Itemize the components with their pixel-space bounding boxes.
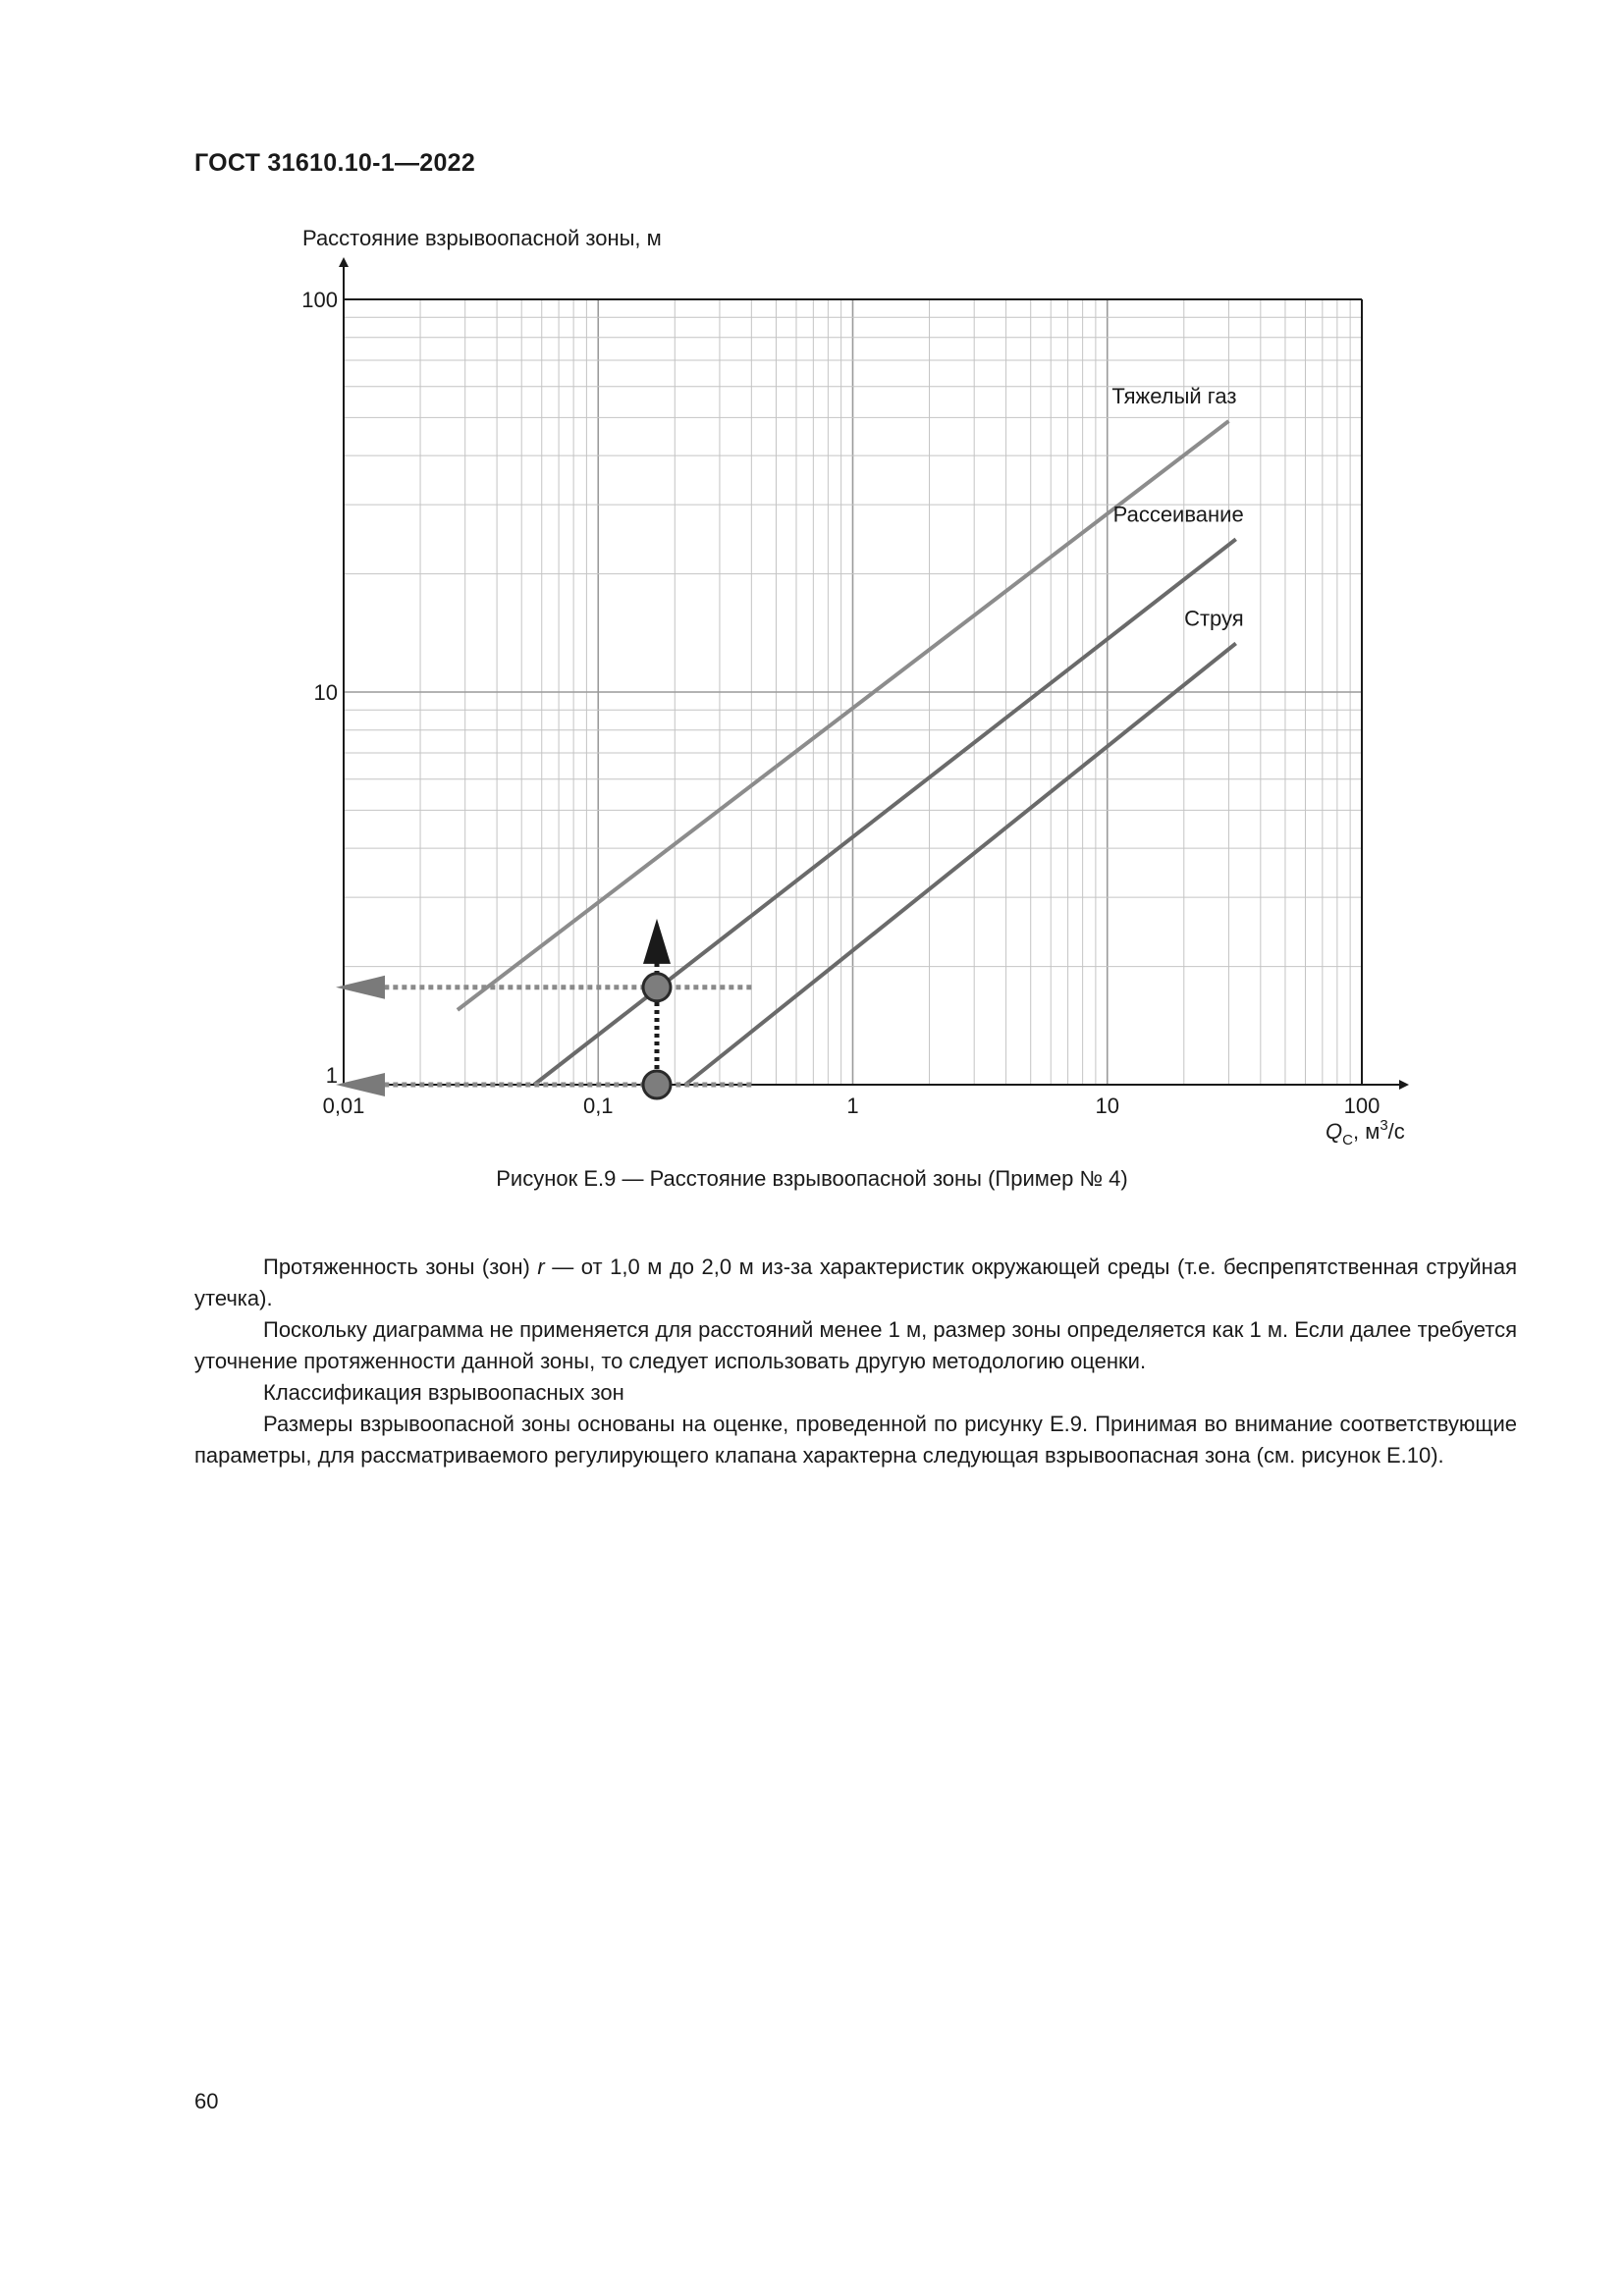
chart-grid: [344, 299, 1362, 1085]
series-label: Струя: [1184, 606, 1244, 631]
x-axis-label-sub: C: [1342, 1132, 1353, 1148]
series-label: Тяжелый газ: [1111, 383, 1237, 408]
x-axis-label-units: , м: [1352, 1119, 1380, 1144]
y-axis-label: Расстояние взрывоопасной зоны, м: [302, 226, 662, 250]
series-line: [534, 539, 1236, 1085]
chart-axes: [344, 262, 1404, 1085]
x-axis-label-sup: 3: [1380, 1117, 1388, 1134]
figure-caption: Рисунок Е.9 — Расстояние взрывоопасной зоны (Пример № 4): [496, 1166, 1128, 1191]
x-tick-label: 0,01: [322, 1094, 365, 1118]
paragraph-zone-extent: Протяженность зоны (зон) r — от 1,0 м до 2,0 м из-за характеристик окружающей среды (т.е. беспрепятственная струйная утечка).: [194, 1255, 1517, 1310]
x-tick-label: 0,1: [582, 1094, 614, 1118]
series-label: Рассеивание: [1112, 502, 1244, 527]
y-tick-label: 10: [313, 680, 338, 705]
data-point-marker: [643, 1071, 671, 1098]
paragraph-diagram-limit: Поскольку диаграмма не применяется для расстояний менее 1 м, размер зоны определяется как 1 м. Если далее требуется уточнение протяженности данной зоны, то следует использовать другую методологию оценки.: [194, 1317, 1517, 1373]
x-axis-label: [1326, 1117, 1405, 1148]
variable-r: r: [537, 1255, 545, 1279]
explosion-zone-chart: [285, 221, 1463, 1163]
x-tick-label: 10: [1095, 1094, 1119, 1118]
chart-series: [458, 384, 1244, 1085]
body-text: [194, 1252, 1517, 1471]
document-header: ГОСТ 31610.10-1—2022: [194, 149, 476, 177]
vertical-arrow-head: [643, 919, 671, 964]
paragraph-classification-heading: Классификация взрывоопасных зон: [263, 1380, 624, 1405]
page-number: 60: [194, 2089, 219, 2113]
x-tick-label: 100: [1343, 1094, 1380, 1118]
x-axis-label-q: Q: [1326, 1119, 1343, 1144]
x-axis-label-tail: /с: [1387, 1119, 1405, 1144]
y-tick-label: 100: [301, 288, 338, 312]
paragraph-zone-sizes: Размеры взрывоопасной зоны основаны на оценке, проведенной по рисунку Е.9. Принимая во внимание соответствующие параметры, для рассматриваемого регулирующего клапана характерна следующая взрывоопасная зона (см. рисунок Е.10).: [194, 1412, 1517, 1468]
x-tick-label: 1: [846, 1094, 859, 1118]
y-tick-label: 1: [325, 1063, 338, 1088]
data-point-marker: [643, 974, 671, 1001]
